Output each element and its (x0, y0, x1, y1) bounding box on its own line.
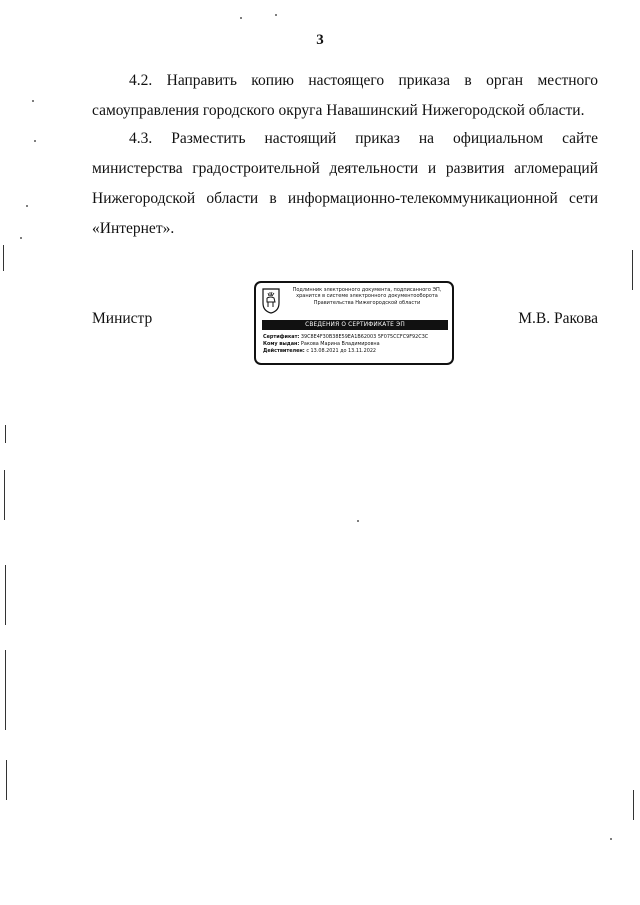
stamp-header-line: хранится в системе электронного документооборота (296, 293, 438, 300)
certificate-label: Сертификат: (263, 334, 300, 340)
scan-artifact (5, 425, 6, 443)
scan-artifact (5, 650, 6, 730)
scan-artifact (4, 470, 5, 520)
valid-label: Действителен: (263, 348, 305, 355)
deer-coat-of-arms-icon (262, 288, 280, 314)
scan-artifact (275, 14, 277, 16)
scan-artifact (20, 237, 22, 239)
scan-artifact (3, 245, 4, 271)
scan-artifact (633, 790, 634, 820)
scan-artifact (5, 565, 6, 625)
stamp-certificate-bar: СВЕДЕНИЯ О СЕРТИФИКАТЕ ЭП (262, 320, 448, 330)
issued-to-label: Кому выдан: (263, 341, 300, 348)
stamp-certificate-row (263, 334, 449, 341)
signature-title: Министр (92, 310, 153, 327)
scan-artifact (240, 17, 242, 19)
scan-artifact (6, 760, 7, 800)
scan-artifact (26, 205, 28, 207)
electronic-signature-stamp (254, 281, 454, 365)
issued-to-value: Ракова Марина Владимировна (300, 341, 380, 348)
scan-artifact (610, 838, 612, 840)
scan-artifact (357, 520, 359, 522)
scan-artifact (632, 250, 633, 290)
paragraph-4-3: 4.3. Разместить настоящий приказ на официальном сайте министерства градостроительной деятельности и развития агломераций Нижегородской области в информационно-телекоммуникационной сети «Интернет». (92, 130, 598, 237)
scan-artifact (32, 100, 34, 102)
certificate-value: 39C8E4F30B38E59EA1B62003 5F075CCFC9F92C3C (300, 334, 429, 340)
scan-artifact (34, 140, 36, 142)
stamp-header (283, 287, 451, 306)
valid-value: с 13.08.2021 до 13.11.2022 (306, 348, 377, 355)
stamp-header-line: Правительства Нижегородской области (313, 299, 421, 306)
page-number: 3 (316, 32, 324, 48)
paragraph-4-2: 4.2. Направить копию настоящего приказа в орган местного самоуправления городского округа Навашинский Нижегородской области. (92, 72, 598, 119)
stamp-header-line: Подлинник электронного документа, подписанного ЭП, (292, 287, 442, 293)
signature-name: М.В. Ракова (518, 310, 598, 327)
stamp-valid-row (263, 348, 449, 355)
stamp-details (263, 334, 449, 356)
